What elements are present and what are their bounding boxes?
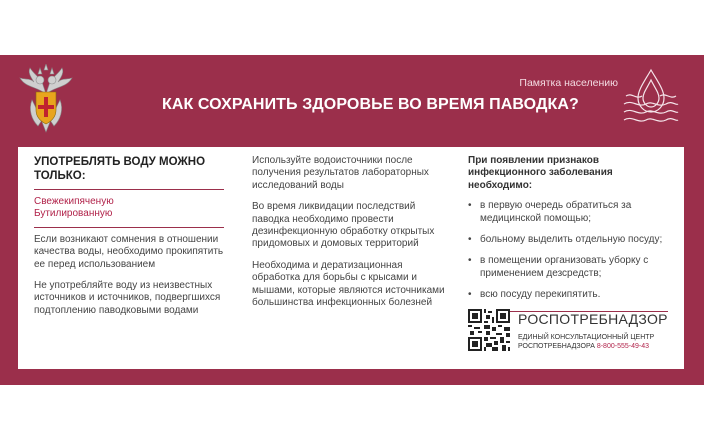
phone-number[interactable]: 8-800-555-49-43	[596, 343, 649, 350]
deratization-advice: Необходима и дератизационная обработка для борьбы с крысами и мышами, которые являются источниками большинства инфекционных болезней	[252, 259, 445, 309]
footer-logo	[468, 309, 678, 359]
lab-advice: Используйте водоисточники после получения результатов лабораторных исследований воды	[252, 155, 429, 191]
double-headed-eagle-emblem-icon	[18, 64, 74, 134]
consult-line: ЕДИНЫЙ КОНСУЛЬТАЦИОННЫЙ ЦЕНТР	[518, 334, 655, 341]
divider	[34, 189, 224, 190]
unknown-sources-advice: Не употребляйте воду из неизвестных источников и источников, подвергшихся подтоплению паводковыми водами	[34, 280, 221, 316]
consult-org: РОСПОТРЕБНАДЗОРА	[518, 343, 595, 350]
disinfection-advice: Во время ликвидации последствий паводка необходимо провести дезинфекционную обработку открытых придомовых и домовых территорий	[252, 201, 435, 250]
water-heading: УПОТРЕБЛЯТЬ ВОДУ МОЖНО ТОЛЬКО:	[34, 156, 206, 182]
water-option: Бутилированную	[34, 208, 113, 220]
infection-heading: При появлении признаков инфекционного заболевания необходимо:	[468, 155, 613, 191]
list-item: • в первую очередь обратиться за медицинской помощью;	[468, 200, 668, 225]
divider	[34, 227, 224, 228]
list-item: • больному выделить отдельную посуду;	[468, 234, 668, 246]
page-title: КАК СОХРАНИТЬ ЗДОРОВЬЕ ВО ВРЕМЯ ПАВОДКА?	[162, 96, 579, 113]
infection-list	[468, 200, 668, 301]
column-infection	[468, 155, 668, 318]
qr-code-icon[interactable]	[468, 309, 510, 351]
column-water	[34, 155, 224, 326]
consult-line-phone	[518, 342, 654, 351]
content-panel	[18, 147, 684, 369]
list-item: • в помещении организовать уборку с применением дезсредств;	[468, 255, 668, 280]
boil-advice: Если возникают сомнения в отношении качества воды, необходимо прокипятить ее перед использованием	[34, 233, 224, 270]
brand-name: РОСПОТРЕБНАДЗОР	[518, 311, 668, 327]
header-note: Памятка населению	[519, 77, 618, 89]
consult-center	[518, 333, 654, 351]
column-sources	[252, 155, 452, 318]
list-item: • всю посуду перекипятить.	[468, 289, 668, 301]
water-option: Свежекипяченую	[34, 196, 114, 207]
water-drop-wave-icon	[622, 66, 680, 128]
